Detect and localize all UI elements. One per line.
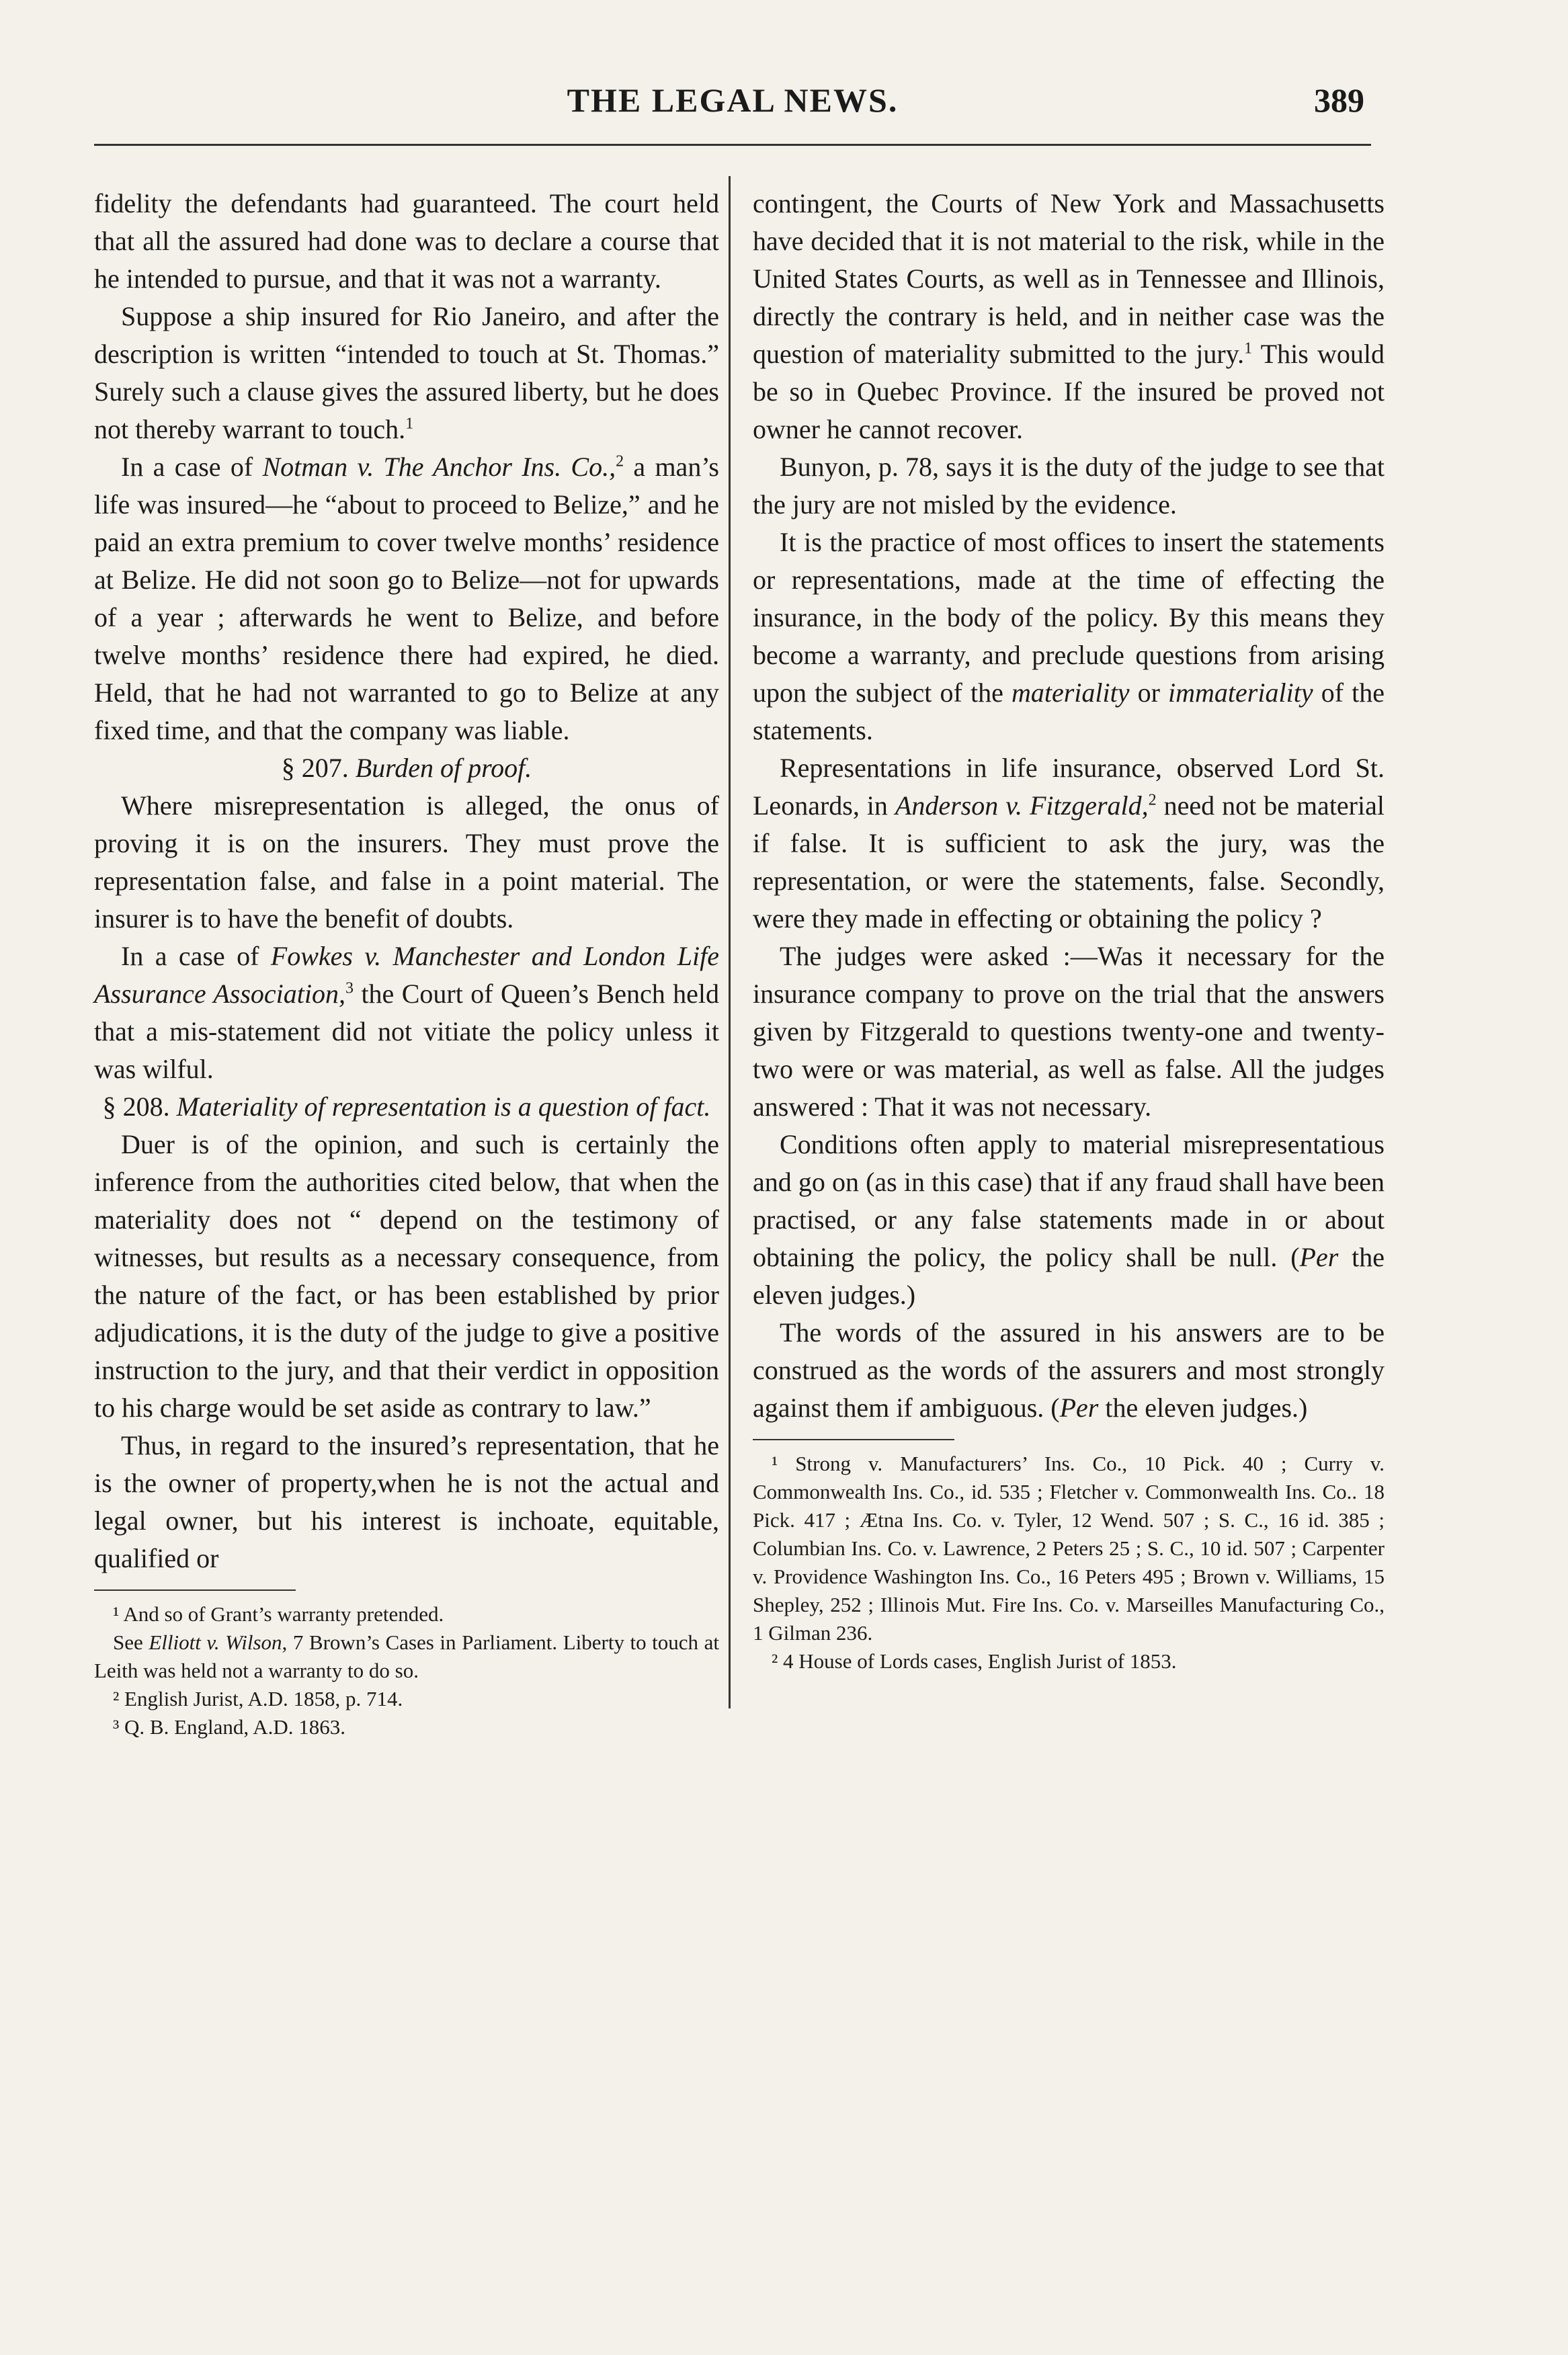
paragraph: It is the practice of most offices to insert the statements or representations, made at the time of effecting the insurance, in the body of the policy. By this means they become a warranty, and preclude questions from arising upon the subject of the materiality or immateriality of the statements.	[753, 527, 1385, 745]
footnote-ref: 3	[345, 979, 354, 997]
paragraph: Representations in life insurance, observed Lord St. Leonards, in Anderson v. Fitzgerald,$^2$ need not be material if false. It is sufficient to ask the jury, was the representation, or were the statements, false. Secondly, were they made in effecting or obtaining the policy ?	[753, 753, 1385, 934]
paragraph: Bunyon, p. 78, says it is the duty of the judge to see that the jury are not misled by the evidence.	[753, 452, 1385, 520]
paragraph: The words of the assured in his answers are to be construed as the words of the assurers and most strongly against them if ambiguous. (Per the eleven judges.)	[753, 1317, 1385, 1423]
footnote: ³ Q. B. England, A.D. 1863.	[113, 1715, 345, 1739]
paragraph: Duer is of the opinion, and such is certainly the inference from the authorities cited below, that when the materiality does not “ depend on the testimony of witnesses, but results as a necessary consequence, from the nature of the fact, or has been established by prior adjudications, it is the duty of the judge to give a positive instruction to the jury, and that their verdict in opposition to his charge would be set aside as contrary to law.”	[94, 1129, 719, 1423]
case-name: Notman v. The Anchor Ins. Co.,	[262, 452, 616, 482]
left-column	[94, 185, 719, 1741]
page-header	[94, 81, 1371, 134]
footnote-ref: 1	[1244, 339, 1253, 358]
case-name: Fowkes v. Manchester and London Life Assurance Association,	[94, 941, 719, 1009]
footnote: ² English Jurist, A.D. 1858, p. 714.	[113, 1687, 403, 1710]
footnote: ¹ And so of Grant’s warranty pretended.	[113, 1602, 444, 1626]
case-name: Anderson v. Fitzgerald,	[895, 790, 1149, 821]
paragraph: Conditions often apply to material misrepresentatious and go on (as in this case) that if any fraud shall have been practised, or any false statements made in or about obtaining the policy, the policy shall be null. (Per the eleven judges.)	[753, 1129, 1385, 1310]
page-number: 389	[1314, 81, 1364, 119]
footnote-ref: 2	[1148, 791, 1157, 809]
running-head: THE LEGAL NEWS.	[567, 81, 899, 119]
footnote: See Elliott v. Wilson, 7 Brown’s Cases in Parliament. Liberty to touch at Leith was held not a warranty to do so.	[94, 1630, 719, 1682]
paragraph: In a case of Notman v. The Anchor Ins. Co.,$^2$ a man’s life was insured—he “about to proceed to Belize,” and he paid an extra premium to cover twelve months’ residence at Belize. He did not soon go to Belize—not for upwards of a year ; afterwards he went to Belize, and before twelve months’ residence there had expired, he died. Held, that he had not warranted to go to Belize at any fixed time, and that the company was liable.	[94, 452, 719, 745]
footnote-ref: 2	[616, 452, 624, 470]
paragraph: In a case of Fowkes v. Manchester and London Life Assurance Association,$^3$ the Court of Queen’s Bench held that a mis-statement did not vitiate the policy unless it was wilful.	[94, 941, 720, 1084]
paragraph: fidelity the defendants had guaranteed. The court held that all the assured had done was to declare a course that he intended to pursue, and that it was not a warranty.	[94, 188, 719, 294]
footnote-ref: 1	[405, 415, 414, 433]
footnote-rule	[753, 1439, 954, 1440]
section-heading-207: § 207. Burden of proof.	[281, 753, 532, 783]
paragraph: The judges were asked :—Was it necessary for the insurance company to prove on the trial that the answers given by Fitzgerald to questions twenty-one and twenty-two were or was material, as well as false. All the judges answered : That it was not necessary.	[753, 941, 1385, 1122]
footnote: ¹ Strong v. Manufacturers’ Ins. Co., 10 Pick. 40 ; Curry v. Commonwealth Ins. Co., id. 535 ; Fletcher v. Commonwealth Ins. Co.. 18 Pick. 417 ; Ætna Ins. Co. v. Tyler, 12 Wend. 507 ; S. C., 16 id. 385 ; Columbian Ins. Co. v. Lawrence, 2 Peters 25 ; S. C., 10 id. 507 ; Carpenter v. Providence Washington Ins. Co., 16 Peters 495 ; Brown v. Williams, 15 Shepley, 252 ; Illinois Mut. Fire Ins. Co. v. Marseilles Manufacturing Co., 1 Gilman 236.	[753, 1452, 1385, 1645]
footnote-rule	[94, 1589, 296, 1591]
footnotes-left	[94, 1600, 719, 1741]
column-divider	[729, 176, 731, 1708]
right-column	[753, 185, 1385, 1676]
header-rule	[94, 144, 1371, 146]
paragraph: contingent, the Courts of New York and Massachusetts have decided that it is not material to the risk, while in the United States Courts, as well as in Tennessee and Illinois, directly the contrary is held, and in neither case was the question of materiality submitted to the jury.$^1$ This would be so in Quebec Province. If the insured be proved not owner he cannot recover.	[753, 188, 1385, 444]
footnotes-right	[753, 1450, 1385, 1676]
paragraph: Suppose a ship insured for Rio Janeiro, and after the description is written “intended to touch at St. Thomas.” Surely such a clause gives the assured liberty, but he does not thereby warrant to touch.$^1$	[94, 301, 719, 444]
paragraph: Where misrepresentation is alleged, the onus of proving it is on the insurers. They must prove the representation false, and false in a point material. The insurer is to have the benefit of doubts.	[94, 790, 719, 934]
footnote: ² 4 House of Lords cases, English Jurist of 1853.	[772, 1649, 1177, 1673]
section-heading-208: § 208. Materiality of representation is a question of fact.	[102, 1091, 711, 1122]
paragraph: Thus, in regard to the insured’s representation, that he is the owner of property,when he is not the actual and legal owner, but his interest is inchoate, equitable, qualified or	[94, 1430, 719, 1573]
